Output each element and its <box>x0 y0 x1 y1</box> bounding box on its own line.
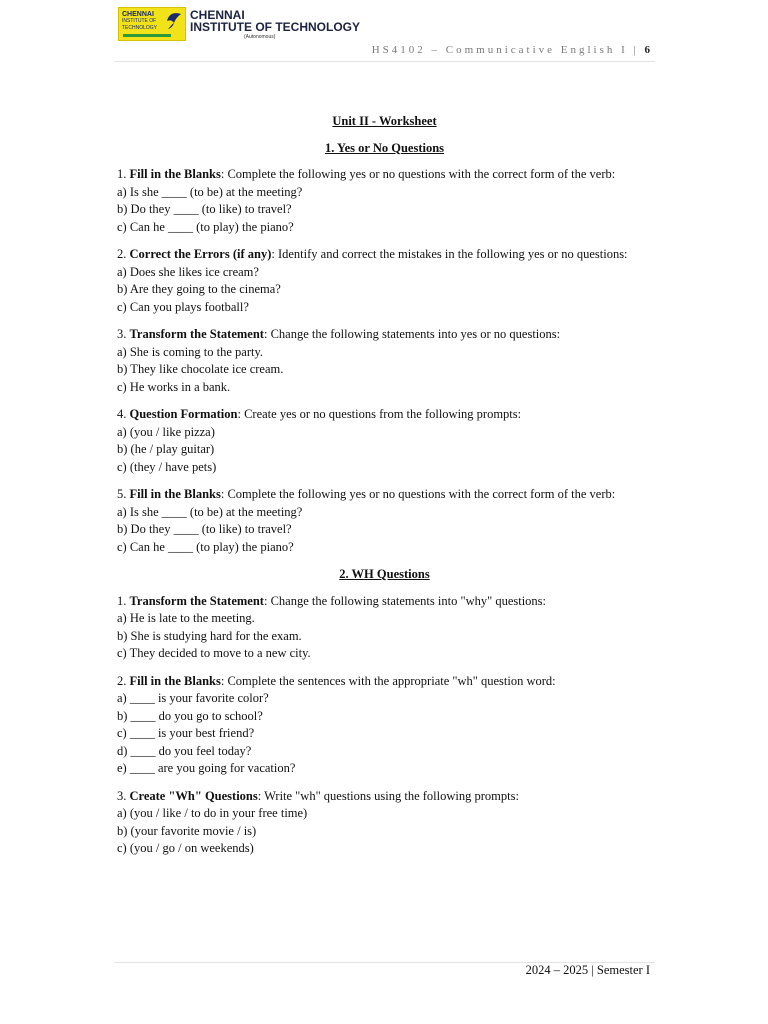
question-option: c) They decided to move to a new city. <box>117 646 311 660</box>
course-header <box>372 44 650 56</box>
question-option: b) Do they ____ (to like) to travel? <box>117 202 292 216</box>
question-instruction: : Complete the following yes or no questions with the correct form of the verb: <box>220 487 616 501</box>
question-number: 1. <box>117 167 130 181</box>
question-option: d) ____ do you feel today? <box>117 743 252 758</box>
question-prompt <box>117 246 652 264</box>
question-block <box>117 673 652 778</box>
question-option: c) (you / go / on weekends) <box>117 841 254 855</box>
logo-text-line3: TECHNOLOGY <box>122 25 158 31</box>
question-option: c) Can you plays football? <box>117 299 249 314</box>
question-option: c) Can he ____ (to play) the piano? <box>117 539 294 554</box>
section-title: 2. WH Questions <box>339 567 430 581</box>
question-option: a) Does she likes ice cream? <box>117 264 259 279</box>
question-prompt <box>117 486 652 504</box>
question-prompt <box>117 166 652 184</box>
question-option: b) She is studying hard for the exam. <box>117 628 302 643</box>
question-block <box>117 326 652 396</box>
logo-emblem-icon <box>165 11 183 31</box>
question-heading: Create "Wh" Questions <box>129 788 258 803</box>
question-heading: Transform the Statement <box>129 327 264 341</box>
question-block <box>117 593 652 663</box>
question-block <box>117 486 652 556</box>
institute-name-line1: CHENNAI <box>190 8 245 22</box>
question-option: c) Can he ____ (to play) the piano? <box>117 219 294 234</box>
question-option: c) (they / have pets) <box>117 459 217 474</box>
logo-text-line2: INSTITUTE OF <box>122 18 157 24</box>
question-option: a) She is coming to the party. <box>117 344 264 359</box>
footer-semester: 2024 – 2025 | Semester I <box>525 963 650 977</box>
question-prompt <box>117 593 652 611</box>
question-option: b) (he / play guitar) <box>117 442 215 456</box>
question-number: 2. <box>117 247 130 261</box>
institute-name <box>190 9 360 33</box>
question-instruction: : Change the following statements into yes or no questions: <box>263 327 561 341</box>
question-instruction: : Identify and correct the mistakes in the following yes or no questions: <box>271 247 628 261</box>
question-block <box>117 166 652 236</box>
question-option: a) ____ is your favorite color? <box>117 691 269 705</box>
autonomous-label: (Autonomous) <box>244 34 276 40</box>
question-option: e) ____ are you going for vacation? <box>117 761 296 775</box>
question-number: 5. <box>117 487 130 501</box>
question-option: b) (your favorite movie / is) <box>117 823 257 838</box>
question-number: 2. <box>117 673 130 688</box>
question-heading: Fill in the Blanks <box>129 487 221 501</box>
question-heading: Fill in the Blanks <box>129 167 221 181</box>
question-instruction: : Complete the following yes or no questions with the correct form of the verb: <box>220 167 616 181</box>
question-prompt <box>117 673 652 691</box>
question-heading: Transform the Statement <box>129 593 264 608</box>
question-option: a) He is late to the meeting. <box>117 611 255 625</box>
question-block <box>117 406 652 476</box>
header-divider <box>114 61 655 62</box>
logo-stripe <box>123 34 171 37</box>
institute-logo <box>118 7 186 41</box>
question-prompt <box>117 406 652 424</box>
question-instruction: : Write "wh" questions using the following prompts: <box>257 788 519 803</box>
logo-text-line1: CHENNAI <box>122 11 154 18</box>
question-instruction: : Create yes or no questions from the following prompts: <box>237 407 522 421</box>
question-option: a) (you / like pizza) <box>117 424 215 439</box>
page-title: Unit II - Worksheet <box>332 114 437 128</box>
question-number: 3. <box>117 327 130 341</box>
question-option: b) They like chocolate ice cream. <box>117 362 284 376</box>
institute-name-line2: INSTITUTE OF TECHNOLOGY <box>190 20 360 34</box>
question-option: c) He works in a bank. <box>117 379 231 394</box>
course-title: HS4102 – Communicative English I | <box>371 44 639 56</box>
question-option: b) Do they ____ (to like) to travel? <box>117 522 292 536</box>
worksheet-body <box>117 113 652 868</box>
worksheet-sections <box>117 140 652 858</box>
question-heading: Question Formation <box>129 407 238 421</box>
question-option: b) Are they going to the cinema? <box>117 282 281 296</box>
question-block <box>117 246 652 316</box>
question-option: a) Is she ____ (to be) at the meeting? <box>117 504 303 519</box>
question-heading: Correct the Errors (if any) <box>129 247 272 261</box>
question-prompt <box>117 326 652 344</box>
question-prompt <box>117 788 652 806</box>
page-number: 6 <box>644 44 650 56</box>
question-option: c) ____ is your best friend? <box>117 726 255 740</box>
question-instruction: : Change the following statements into "why" questions: <box>263 593 547 608</box>
question-number: 4. <box>117 407 130 421</box>
question-number: 3. <box>117 788 130 803</box>
question-heading: Fill in the Blanks <box>129 673 221 688</box>
question-instruction: : Complete the sentences with the appropriate "wh" question word: <box>220 673 556 688</box>
question-option: a) Is she ____ (to be) at the meeting? <box>117 184 303 199</box>
section-title: 1. Yes or No Questions <box>324 140 445 155</box>
question-option: a) (you / like / to do in your free time) <box>117 806 308 820</box>
question-option: b) ____ do you go to school? <box>117 708 263 723</box>
question-number: 1. <box>117 593 130 608</box>
question-block <box>117 788 652 858</box>
